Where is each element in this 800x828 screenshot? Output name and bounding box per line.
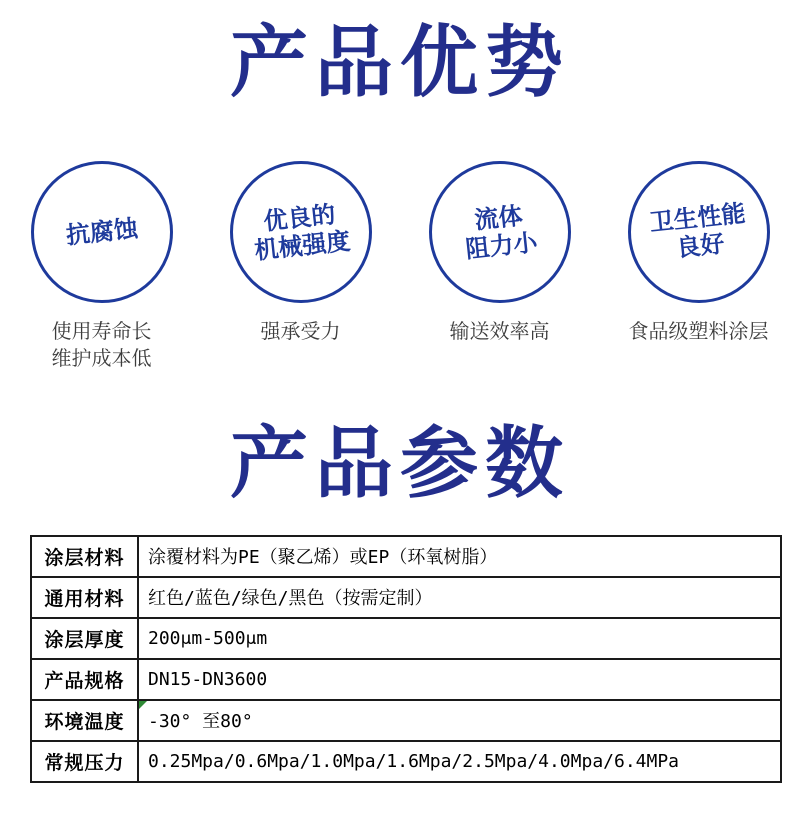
caption-line: 使用寿命长	[51, 319, 152, 344]
advantages-circles-row	[0, 161, 800, 371]
advantage-item-hygienic	[614, 161, 784, 344]
caption-line: 强承受力	[260, 319, 341, 344]
circle-text-line: 机械强度	[252, 227, 352, 266]
param-value-text: -30° 至80°	[148, 711, 253, 732]
advantage-caption	[450, 318, 550, 344]
param-value: 涂覆材料为PE（聚乙烯）或EP（环氧树脂）	[138, 536, 781, 577]
circle-text-line: 流体	[472, 201, 524, 235]
cell-corner-flag-icon	[139, 701, 147, 709]
caption-line: 食品级塑料涂层	[628, 319, 769, 344]
param-label: 环境温度	[31, 700, 138, 741]
param-label: 通用材料	[31, 577, 138, 618]
table-row	[31, 741, 781, 782]
advantage-item-low-fluid-resistance	[415, 161, 585, 344]
caption-line: 维护成本低	[51, 345, 152, 370]
advantage-circle	[230, 161, 372, 303]
param-label: 涂层厚度	[31, 618, 138, 659]
param-value: 200μm-500μm	[138, 618, 781, 659]
advantage-circle-text	[648, 199, 749, 265]
param-label: 产品规格	[31, 659, 138, 700]
advantage-circle-text	[250, 199, 351, 265]
circle-text-line: 卫生性能	[647, 199, 747, 238]
advantage-caption	[261, 318, 341, 344]
table-row	[31, 536, 781, 577]
param-value: DN15-DN3600	[138, 659, 781, 700]
param-value: 红色/蓝色/绿色/黑色（按需定制）	[138, 577, 781, 618]
param-value	[138, 700, 781, 741]
parameters-table	[30, 535, 782, 783]
advantage-circle	[628, 161, 770, 303]
param-label: 常规压力	[31, 741, 138, 782]
circle-text-line: 良好	[674, 229, 726, 263]
advantage-caption	[52, 318, 152, 371]
advantages-title: 产品优势	[229, 18, 570, 108]
parameters-title: 产品参数	[229, 419, 570, 510]
advantage-circle-text	[461, 200, 539, 264]
advantage-item-anticorrosion	[17, 161, 187, 371]
table-row	[31, 700, 781, 741]
param-value: 0.25Mpa/0.6Mpa/1.0Mpa/1.6Mpa/2.5Mpa/4.0Mpa/6.4MPa	[138, 741, 781, 782]
circle-text-line: 优良的	[261, 200, 337, 236]
table-row	[31, 618, 781, 659]
caption-line: 输送效率高	[449, 319, 550, 344]
advantage-circle-text	[64, 215, 139, 251]
advantage-item-mechanical-strength	[216, 161, 386, 344]
param-label: 涂层材料	[31, 536, 138, 577]
circle-text-line: 抗腐蚀	[64, 214, 139, 250]
table-row	[31, 659, 781, 700]
circle-text-line: 阻力小	[463, 228, 539, 264]
advantage-circle	[429, 161, 571, 303]
advantage-caption	[629, 318, 769, 344]
table-row	[31, 577, 781, 618]
advantage-circle	[31, 161, 173, 303]
